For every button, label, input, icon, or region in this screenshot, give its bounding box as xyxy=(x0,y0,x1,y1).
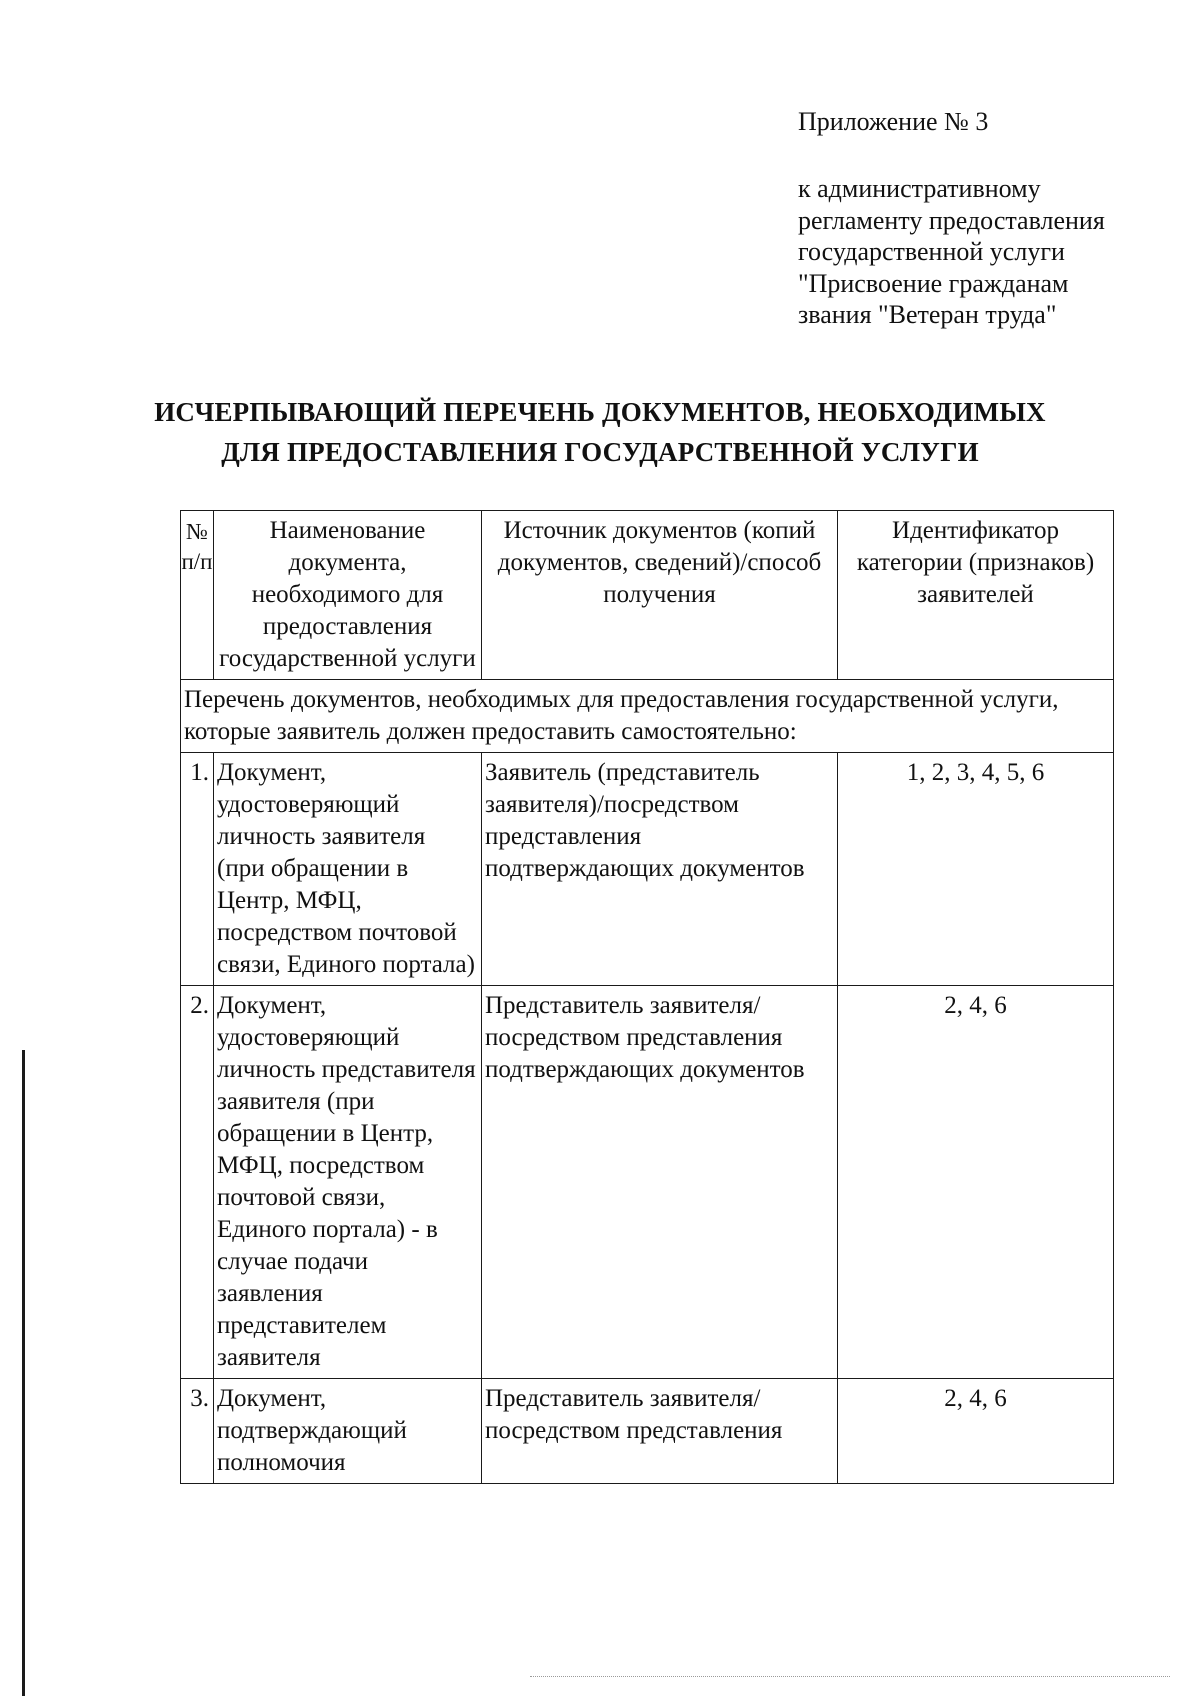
row-number: 1. xyxy=(181,753,214,986)
row-document-name: Документ, удостоверяющий личность заявителя (при обращении в Центр, МФЦ, посредством почтовой связи, Единого портала) xyxy=(214,753,482,986)
appendix-title: Приложение № 3 xyxy=(798,107,989,136)
document-title-line: ИСЧЕРПЫВАЮЩИЙ ПЕРЕЧЕНЬ ДОКУМЕНТОВ, НЕОБХОДИМЫХ xyxy=(154,397,1046,427)
row-number: 3. xyxy=(181,1379,214,1484)
header-number: № п/п xyxy=(181,511,214,680)
documents-table xyxy=(180,510,1114,1484)
section-caption: Перечень документов, необходимых для предоставления государственной услуги, которые заявитель должен предоставить самостоятельно: xyxy=(181,680,1114,753)
table-row xyxy=(181,986,1114,1379)
row-number: 2. xyxy=(181,986,214,1379)
appendix-note-line: регламенту предоставления xyxy=(798,205,1105,235)
row-identifier: 1, 2, 3, 4, 5, 6 xyxy=(838,753,1114,986)
row-source: Представитель заявителя/посредством представления xyxy=(482,1379,838,1484)
row-source: Заявитель (представитель заявителя)/посредством представления подтверждающих документов xyxy=(482,753,838,986)
appendix-note-line: к административному xyxy=(798,174,1041,203)
table-row xyxy=(181,753,1114,986)
appendix-note xyxy=(798,173,1168,331)
document-title xyxy=(0,392,1200,472)
header-identifier: Идентификатор категории (признаков) заявителей xyxy=(838,511,1114,680)
row-identifier: 2, 4, 6 xyxy=(838,986,1114,1379)
row-identifier: 2, 4, 6 xyxy=(838,1379,1114,1484)
row-document-name: Документ, удостоверяющий личность представителя заявителя (при обращении в Центр, МФЦ, посредством почтовой связи, Единого портала) - в случае подачи заявления представителем заявителя xyxy=(214,986,482,1379)
appendix-note-line: "Присвоение гражданам xyxy=(798,268,1069,298)
table-section-row xyxy=(181,680,1114,753)
appendix-note-line: государственной услуги xyxy=(798,237,1065,266)
scan-margin-line xyxy=(22,1050,25,1696)
table-row xyxy=(181,1379,1114,1484)
document-title-line: ДЛЯ ПРЕДОСТАВЛЕНИЯ ГОСУДАРСТВЕННОЙ УСЛУГИ xyxy=(221,437,979,467)
header-source: Источник документов (копий документов, сведений)/способ получения xyxy=(482,511,838,680)
scan-artifact xyxy=(530,1676,1170,1678)
row-source: Представитель заявителя/посредством представления подтверждающих документов xyxy=(482,986,838,1379)
table-header-row xyxy=(181,511,1114,680)
row-document-name: Документ, подтверждающий полномочия xyxy=(214,1379,482,1484)
header-document-name: Наименование документа, необходимого для предоставления государственной услуги xyxy=(214,511,482,680)
appendix-note-line: звания "Ветеран труда" xyxy=(798,300,1057,329)
